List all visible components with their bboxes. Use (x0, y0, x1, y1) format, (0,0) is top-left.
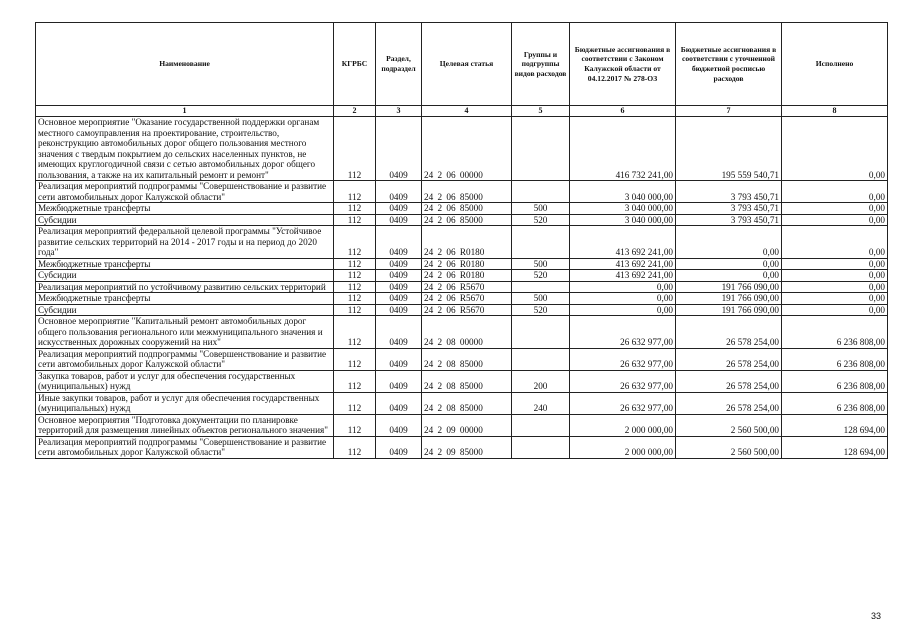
header-expense-groups: Группы и подгруппы видов расходов (512, 23, 570, 106)
cell-section: 0409 (376, 436, 422, 458)
cell-law-allocation: 0,00 (570, 304, 676, 316)
table-row (36, 370, 888, 392)
cell-law-allocation: 26 632 977,00 (570, 316, 676, 349)
cell-section: 0409 (376, 214, 422, 226)
column-number: 6 (570, 106, 676, 117)
cell-refined-allocation: 191 766 090,00 (676, 304, 782, 316)
column-number: 3 (376, 106, 422, 117)
cell-law-allocation: 3 040 000,00 (570, 214, 676, 226)
cell-executed: 0,00 (782, 117, 888, 181)
header-section: Раздел, подраздел (376, 23, 422, 106)
cell-name: Субсидии (36, 214, 334, 226)
cell-executed: 6 236 808,00 (782, 348, 888, 370)
header-law-allocations: Бюджетные ассигнования в соответствии с Законом Калужской области от 04.12.2017 № 278-ОЗ (570, 23, 676, 106)
cell-expense-group (512, 414, 570, 436)
column-number: 8 (782, 106, 888, 117)
cell-section: 0409 (376, 281, 422, 293)
cell-refined-allocation: 26 578 254,00 (676, 392, 782, 414)
cell-name: Основное мероприятие "Капитальный ремонт автомобильных дорог общего пользования регионального или межмуниципального значения и искусственных дорожных сооружений на них" (36, 316, 334, 349)
cell-expense-group: 500 (512, 293, 570, 305)
page-number: 33 (871, 611, 882, 621)
cell-kgrbs: 112 (334, 181, 376, 203)
cell-name: Межбюджетные трансферты (36, 258, 334, 270)
cell-law-allocation: 2 000 000,00 (570, 436, 676, 458)
cell-law-allocation: 3 040 000,00 (570, 203, 676, 215)
cell-expense-group (512, 436, 570, 458)
cell-name: Закупка товаров, работ и услуг для обеспечения государственных (муниципальных) нужд (36, 370, 334, 392)
cell-section: 0409 (376, 348, 422, 370)
cell-refined-allocation: 3 793 450,71 (676, 181, 782, 203)
cell-section: 0409 (376, 414, 422, 436)
cell-refined-allocation: 0,00 (676, 270, 782, 282)
cell-executed: 128 694,00 (782, 414, 888, 436)
table-body (36, 117, 888, 459)
cell-kgrbs: 112 (334, 392, 376, 414)
cell-kgrbs: 112 (334, 436, 376, 458)
table-row (36, 258, 888, 270)
cell-refined-allocation: 3 793 450,71 (676, 203, 782, 215)
cell-target-article: 24 2 09 85000 (422, 436, 512, 458)
cell-expense-group: 520 (512, 270, 570, 282)
cell-kgrbs: 112 (334, 203, 376, 215)
table-row (36, 181, 888, 203)
column-number: 1 (36, 106, 334, 117)
cell-law-allocation: 3 040 000,00 (570, 181, 676, 203)
column-number-row (36, 106, 888, 117)
cell-law-allocation: 413 692 241,00 (570, 270, 676, 282)
cell-refined-allocation: 0,00 (676, 226, 782, 259)
cell-name: Иные закупки товаров, работ и услуг для обеспечения государственных (муниципальных) нужд (36, 392, 334, 414)
cell-expense-group (512, 281, 570, 293)
header-row (36, 23, 888, 106)
cell-kgrbs: 112 (334, 281, 376, 293)
cell-target-article: 24 2 08 85000 (422, 348, 512, 370)
cell-expense-group (512, 316, 570, 349)
cell-kgrbs: 112 (334, 226, 376, 259)
cell-law-allocation: 416 732 241,00 (570, 117, 676, 181)
cell-section: 0409 (376, 258, 422, 270)
cell-executed: 6 236 808,00 (782, 392, 888, 414)
table-row (36, 270, 888, 282)
cell-name: Реализация мероприятий федеральной целевой программы "Устойчивое развитие сельских территорий на 2014 - 2017 годы и на период до 2020 года" (36, 226, 334, 259)
column-number: 7 (676, 106, 782, 117)
cell-executed: 0,00 (782, 281, 888, 293)
table-row (36, 316, 888, 349)
cell-law-allocation: 413 692 241,00 (570, 258, 676, 270)
cell-section: 0409 (376, 226, 422, 259)
header-target-article: Целевая статья (422, 23, 512, 106)
cell-target-article: 24 2 06 R5670 (422, 281, 512, 293)
cell-executed: 0,00 (782, 214, 888, 226)
cell-target-article: 24 2 08 85000 (422, 370, 512, 392)
table-row (36, 304, 888, 316)
cell-expense-group: 500 (512, 203, 570, 215)
cell-refined-allocation: 26 578 254,00 (676, 348, 782, 370)
cell-law-allocation: 26 632 977,00 (570, 392, 676, 414)
table-row (36, 214, 888, 226)
column-number: 2 (334, 106, 376, 117)
cell-executed: 0,00 (782, 203, 888, 215)
cell-expense-group: 520 (512, 304, 570, 316)
cell-expense-group (512, 181, 570, 203)
cell-executed: 0,00 (782, 226, 888, 259)
cell-target-article: 24 2 06 R0180 (422, 226, 512, 259)
table-row (36, 117, 888, 181)
cell-law-allocation: 0,00 (570, 281, 676, 293)
cell-target-article: 24 2 06 R0180 (422, 258, 512, 270)
cell-expense-group: 520 (512, 214, 570, 226)
cell-target-article: 24 2 08 85000 (422, 392, 512, 414)
cell-law-allocation: 413 692 241,00 (570, 226, 676, 259)
cell-section: 0409 (376, 392, 422, 414)
cell-name: Основное мероприятия "Подготовка документации по планировке территорий для размещения линейных объектов регионального значения" (36, 414, 334, 436)
table-row (36, 392, 888, 414)
cell-kgrbs: 112 (334, 304, 376, 316)
cell-kgrbs: 112 (334, 293, 376, 305)
table-row (36, 226, 888, 259)
cell-law-allocation: 26 632 977,00 (570, 348, 676, 370)
cell-refined-allocation: 191 766 090,00 (676, 281, 782, 293)
cell-name: Межбюджетные трансферты (36, 293, 334, 305)
cell-refined-allocation: 0,00 (676, 258, 782, 270)
cell-executed: 128 694,00 (782, 436, 888, 458)
cell-section: 0409 (376, 181, 422, 203)
cell-law-allocation: 26 632 977,00 (570, 370, 676, 392)
cell-target-article: 24 2 06 85000 (422, 203, 512, 215)
cell-name: Реализация мероприятий подпрограммы "Совершенствование и развитие сети автомобильных дорог Калужской области" (36, 348, 334, 370)
cell-name: Субсидии (36, 304, 334, 316)
cell-refined-allocation: 2 560 500,00 (676, 414, 782, 436)
cell-executed: 0,00 (782, 181, 888, 203)
cell-expense-group (512, 226, 570, 259)
cell-target-article: 24 2 06 R0180 (422, 270, 512, 282)
table-row (36, 436, 888, 458)
cell-kgrbs: 112 (334, 348, 376, 370)
cell-target-article: 24 2 06 85000 (422, 214, 512, 226)
cell-section: 0409 (376, 370, 422, 392)
table-row (36, 348, 888, 370)
header-executed: Исполнено (782, 23, 888, 106)
cell-target-article: 24 2 09 00000 (422, 414, 512, 436)
cell-kgrbs: 112 (334, 414, 376, 436)
cell-section: 0409 (376, 293, 422, 305)
table-row (36, 281, 888, 293)
cell-target-article: 24 2 06 R5670 (422, 304, 512, 316)
budget-table (35, 22, 888, 459)
header-refined-allocations: Бюджетные ассигнования в соответствии с уточненной бюджетной росписью расходов (676, 23, 782, 106)
cell-name: Субсидии (36, 270, 334, 282)
cell-executed: 0,00 (782, 304, 888, 316)
table-row (36, 293, 888, 305)
cell-name: Основное мероприятие "Оказание государственной поддержки органам местного самоуправления на проектирование, строительство, реконструкцию автомобильных дорог общего пользования местного значения с твердым покрытием до сельских населенных пунктов, не имеющих круглогодичной связи с сетью автомобильных дорог общего пользования, а также на их капитальный ремонт и ремонт" (36, 117, 334, 181)
column-number: 4 (422, 106, 512, 117)
cell-executed: 6 236 808,00 (782, 316, 888, 349)
cell-name: Реализация мероприятий подпрограммы "Совершенствование и развитие сети автомобильных дорог Калужской области" (36, 181, 334, 203)
cell-section: 0409 (376, 117, 422, 181)
cell-executed: 0,00 (782, 258, 888, 270)
cell-name: Реализация мероприятий подпрограммы "Совершенствование и развитие сети автомобильных дорог Калужской области" (36, 436, 334, 458)
table-row (36, 203, 888, 215)
cell-target-article: 24 2 06 00000 (422, 117, 512, 181)
cell-kgrbs: 112 (334, 258, 376, 270)
cell-target-article: 24 2 08 00000 (422, 316, 512, 349)
header-name: Наименование (36, 23, 334, 106)
cell-refined-allocation: 191 766 090,00 (676, 293, 782, 305)
cell-refined-allocation: 2 560 500,00 (676, 436, 782, 458)
cell-kgrbs: 112 (334, 270, 376, 282)
cell-executed: 0,00 (782, 293, 888, 305)
cell-refined-allocation: 26 578 254,00 (676, 316, 782, 349)
cell-target-article: 24 2 06 85000 (422, 181, 512, 203)
cell-kgrbs: 112 (334, 316, 376, 349)
cell-kgrbs: 112 (334, 214, 376, 226)
cell-refined-allocation: 195 559 540,71 (676, 117, 782, 181)
cell-name: Межбюджетные трансферты (36, 203, 334, 215)
cell-expense-group (512, 117, 570, 181)
cell-section: 0409 (376, 316, 422, 349)
table-row (36, 414, 888, 436)
cell-law-allocation: 0,00 (570, 293, 676, 305)
column-number: 5 (512, 106, 570, 117)
cell-expense-group (512, 348, 570, 370)
header-kgrbs: КГРБС (334, 23, 376, 106)
cell-section: 0409 (376, 304, 422, 316)
cell-expense-group: 240 (512, 392, 570, 414)
cell-refined-allocation: 3 793 450,71 (676, 214, 782, 226)
cell-section: 0409 (376, 203, 422, 215)
cell-section: 0409 (376, 270, 422, 282)
cell-expense-group: 500 (512, 258, 570, 270)
cell-executed: 6 236 808,00 (782, 370, 888, 392)
cell-executed: 0,00 (782, 270, 888, 282)
cell-kgrbs: 112 (334, 117, 376, 181)
cell-refined-allocation: 26 578 254,00 (676, 370, 782, 392)
cell-law-allocation: 2 000 000,00 (570, 414, 676, 436)
cell-target-article: 24 2 06 R5670 (422, 293, 512, 305)
cell-kgrbs: 112 (334, 370, 376, 392)
cell-name: Реализация мероприятий по устойчивому развитию сельских территорий (36, 281, 334, 293)
cell-expense-group: 200 (512, 370, 570, 392)
